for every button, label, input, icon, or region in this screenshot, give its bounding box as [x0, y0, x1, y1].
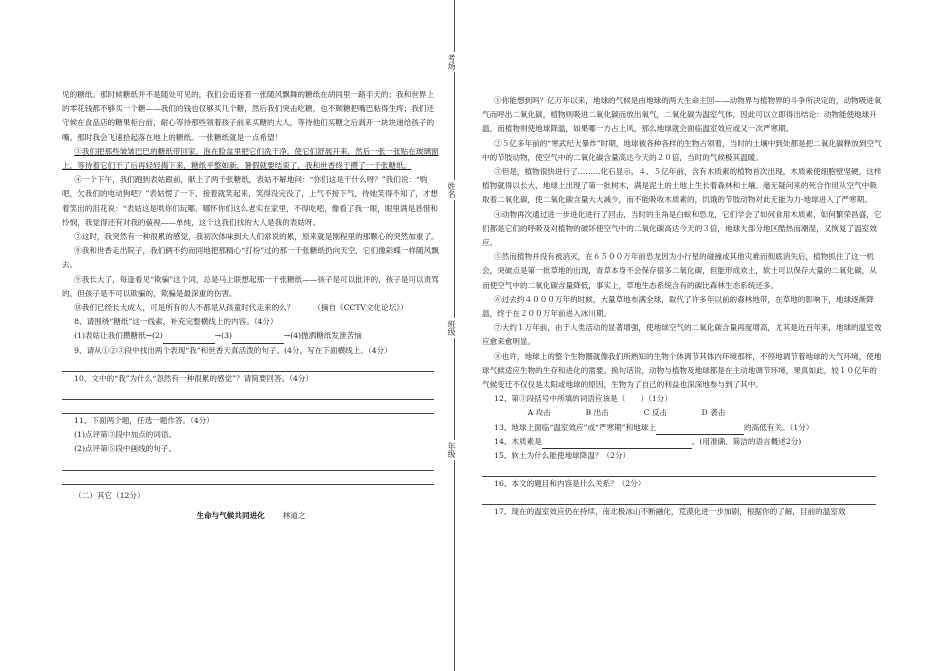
question-13: 13、地球上面临“温室效应”或“严寒期”和地球上 的高低有关。（1分）	[482, 421, 882, 435]
exam-room-label: 考场	[447, 54, 456, 70]
answer-line[interactable]	[482, 463, 876, 477]
article-paragraph: ⑤然而植物并没有被消灭，在６５００万年前恐龙因为小行星的碰撞或其他灾难而彻底消失后，植物抓住了这一机会，突破点是第一批草地的出现，青草本身不会保存很多二氧化碳，但能形成欢土，软土可以保存大量的二氧化碳，从而使空气中的二氧化碳含量降低，事实上，草地生态系统含有的碳比森林生态系统还多。	[482, 252, 877, 290]
article-paragraph: ④动物再次通过进一步进化进行了回击，当时的主角是白蚁和恐龙，它们学会了如何食用木质素，如何繁荣昌盛，它们都是它们的呼吸及对植物的破坏使空气中的二氧化碳高达今天的３倍，地球大部分地区酷热而潮湿，又恢复了温室效应。	[482, 209, 882, 248]
article-paragraph: ①你能想到吗？亿万年以来，地球的气候是由地球的两大生命主回——动物界与植物界的斗争所决定的，动物吸进氧气而呼出二氧化碳，植物则吸进二氧化碳而放出氧气，二氧化碳为温室气体，因此可以立即得出结论：动物能使地球升温，而植物则使地球降温，如果哪一方占上风，那么地球就会面临温室效应或又一次严寒期。	[482, 96, 882, 134]
answer-line[interactable]	[62, 358, 434, 372]
reading-paragraph: ③我们把那些皱皱巴巴的糖纸带回家，泡在脸盆里把它们洗干净，使它们舒展开来，然后一张一张贴在玻璃窗上，等待着它们干了后再轻轻揭下来，糖纸平整如新，暑假就要结束了，我和世香终于攒了一千张糖纸。	[62, 146, 439, 171]
question-11: 11、下面两个题，任选一题作答。（4分）	[74, 416, 214, 426]
question-11-option-1: (1)点评第③段中加点的词语。	[74, 430, 177, 440]
question-12: 12、第③段括号中所填的词语应该是（ ）（1分）	[494, 394, 672, 404]
binding-margin	[440, 0, 470, 671]
answer-line[interactable]	[62, 471, 434, 485]
article-paragraph: ②５亿多年前的“寒武纪大暴炸”时期，地球被各种各样的生物占领着，当时的土壤中到处都是把二氧化碳释放到空气中的节肢动物，使空气中的二氧化碳含量高达今天的２０倍，当时的气候极其温暖。	[482, 138, 882, 162]
article-title: 生命与气候共同进化 林道之	[196, 510, 306, 520]
question-10: 10、文中的“我”为什么“忽然有一种很累的感觉”？请简要回答。（4分）	[74, 373, 314, 383]
left-column	[62, 88, 440, 523]
article-author: 林道之	[282, 510, 306, 520]
name-label: 姓名	[447, 182, 456, 198]
choice-b[interactable]: B 出击	[585, 408, 609, 418]
answer-line[interactable]	[62, 457, 434, 471]
article-paragraph: ⑧也许，地球上的整个生物圈就像我们所熟知的生物个体调节其体内环境那样，不停地调节着地球的大气环境，使地球气候适应生物的生存和进化的需要。换句话说，动物与植物及地球都是在主动地调节环境，果真如此，较１０亿年的气候变迁不仅仅是太阳或地球的原因，生物为了自己的利益也深深地参与到了其中。	[482, 351, 882, 390]
choice-c[interactable]: C 反击	[643, 408, 668, 418]
answer-line[interactable]	[62, 386, 434, 400]
choice-d[interactable]: D 袭击	[701, 408, 726, 418]
question-14: 14、木质素是 。(用准确、简洁的语言概述2分)	[482, 435, 882, 449]
question-8: 8、请围绕“糖纸”这一线索，补充完整横线上的内容。（4分）	[74, 317, 278, 327]
reading-paragraph: ⑩我们已经长大成人，可是所有的人不都是从孩童时代走来的么？ （摘自《CCTV文化论坛》）	[74, 303, 408, 313]
choice-a[interactable]: A 攻击	[527, 408, 551, 418]
grade-label: 年级	[447, 442, 456, 458]
class-label: 班级	[447, 320, 456, 336]
reading-paragraph: ⑧我和世香走出院子，我们俩不约而同地把那精心“打扮”过的那一千张糖纸扔向天空，它们像彩蝶一样随风飘去。	[62, 246, 439, 270]
article-paragraph: ⑥过去约４０００万年的时候，大量草地布满全球，取代了许多年以前的森林地带，在草地的影响下，地球逐渐降温，终于在２００万年前进入冰川期。	[482, 294, 874, 319]
article-paragraph: ③但是，植物很快进行了………化石显示，４、５亿年前，含有木质素的植物首次出现，木质素使细胞壁坚硬，这样植物就得以长大，地球上出现了第一批树木，满是泥土的土地上生长着森林和土壤。毫无疑问来的死合作用从空气中吸取着二氧化碳，使二氧化碳含量大大减少，而不能吸收木质素的，饥饿的节肢动物对此无能为力-地球进入了严寒期。	[482, 167, 882, 205]
answer-line[interactable]	[62, 400, 434, 414]
article-paragraph: ⑦大约１万年前，由于人类活动的显著增强，使地球空气的二氧化碳含量再度增高，尤其是近百年来，地球的温室效应愈来愈明显。	[482, 323, 882, 347]
answer-line[interactable]	[482, 491, 876, 505]
right-column	[482, 94, 882, 520]
question-11-option-2: (2)点评第⑤段中画线的句子。	[74, 444, 177, 454]
reading-paragraph: ⑨我长大了，每逢看见“欺骗”这个词，总是马上联想起那一千张糖纸——孩子是可以批评的，孩子是可以责骂的，但孩子是不可以欺骗的，欺骗是最深重的伤害。	[62, 274, 439, 298]
reading-paragraph: ④一个下午，我们跑到表姑跟前，献上了两千张糖纸，表姑不解地问：“你们这是干什么呀？”我们说：“购吧，欠我们的电动狗吧？”表姑愣了一下，接着就笑起来，笑得没完没了，上气不接下气，待她笑得不知了，才想着笑出的泪花说：“表姑这是哄你们玩哪，哪怀你们这么老实在家里，不得吃吧，像看了我一眼，眼里满是恳惜和怜悯，我觉得还有对我的藐视——单纯，这个这我们找的大人是我的表姑呀。	[62, 175, 438, 227]
question-16: 16、本文的题目和内容是什么关系？（2分）	[494, 479, 646, 489]
question-12-choices	[482, 406, 882, 420]
question-17: 17、现在的温室效应仍在持续，南北极冰山不断融化，荒漠化进一步加剧，根据你的了解，目前的温室效	[494, 507, 846, 517]
section-heading: （二）其它（12分）	[74, 490, 145, 500]
reading-paragraph: ⑦这时，我突然有一种很累的感觉，我初次体味到大人们常说的累，原来就是刚程里的那颗心的突然加重了。	[74, 232, 439, 242]
question-8-chain: (1)表姑让我们攒糖纸→(2) →(3) →(4)抛洒糖纸发泄苦恼	[62, 329, 440, 343]
question-9: 9、请从①②③段中找出两个表现“我”和世香天真活泼的句子。(4分，写在下面横线上。（4分）	[74, 345, 392, 355]
question-15: 15、软土为什么能使地球降温？（2分）	[494, 451, 631, 461]
reading-paragraph: 见的糖纸。那时候糖纸并不是随处可见的，我们会追逐着一张随风飘舞的糖纸在胡同里一路手天的；我和世界上的零花钱都不够买一个糖——我们的钱也仅够买几个糖，然后我们突击吃糖，也不顾糖把嘴巴粘得生疼；我们还守候在食品店的糖果柜台前，耐心等待那些领着孩子前来买糖的大人，等待他们买糖之后剥开一块块递给孩子的嘴。那时我会飞速拾起落在地上的糖纸。一张糖纸就是一点希望！	[62, 90, 435, 142]
